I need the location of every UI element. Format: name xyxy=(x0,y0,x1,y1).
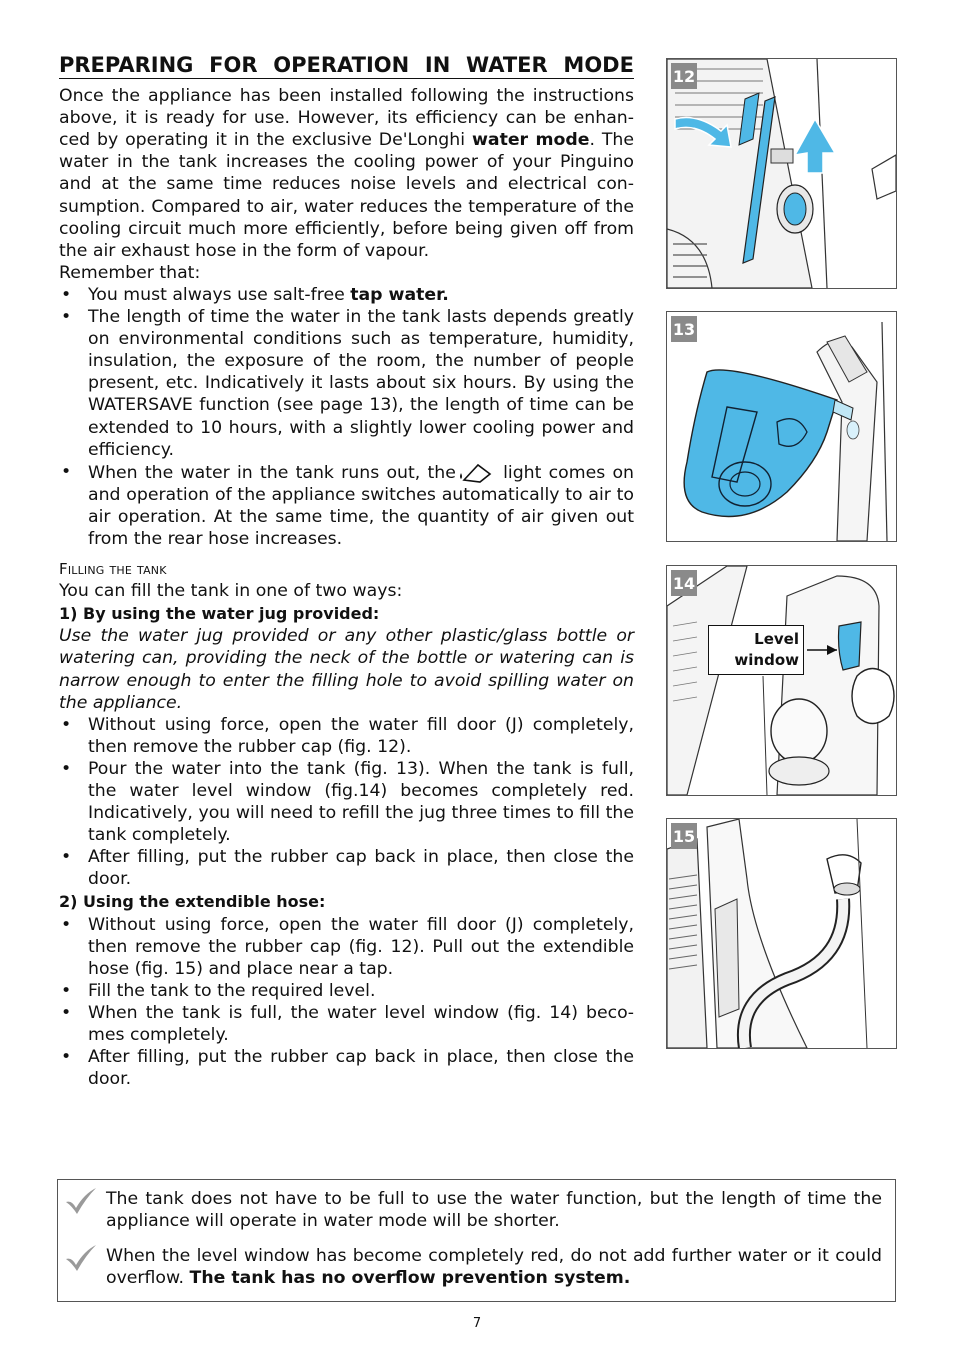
list-item: • After filling, put the rubber cap back in place, then close the door. xyxy=(59,1046,634,1090)
method-1-bullets xyxy=(59,714,634,891)
list-item: • After filling, put the rubber cap back in place, then close the door. xyxy=(59,846,634,890)
remember-line: Remember that: xyxy=(59,262,201,283)
level-window-illustration xyxy=(667,566,896,795)
title-word: MODE xyxy=(563,53,634,77)
list-item: • When the tank is full, the water level window (fig. 14) becomes completely. xyxy=(59,1002,634,1046)
title-word: IN xyxy=(424,53,451,77)
list-item: • When the water in the tank runs out, the light comes on and operation of the appliance switches automatically to air to air operation. At the same time, the quantity of air given out from the rear hose increases. xyxy=(59,461,634,550)
filling-intro: You can fill the tank in one of two ways: xyxy=(59,581,403,602)
method-2-bullets xyxy=(59,914,634,1091)
water-mode-term: water mode xyxy=(471,130,590,151)
page-title xyxy=(59,54,634,79)
figure-number: 12 xyxy=(671,63,697,89)
notes-box xyxy=(57,1179,896,1302)
list-item: • The length of time the water in the tank lasts depends greatly on environmental conditions such as temperature, humidity, insulation, the exposure of the room, the number of people present, etc. Indicatively it lasts about six hours. By using the WATERSAVE function (see page 13), the length of time can be extended to 10 hours, with a slightly lower cooling power and efficiency. xyxy=(59,306,634,461)
callout-line: Level xyxy=(754,630,799,648)
figure-number: 13 xyxy=(671,316,697,342)
filling-heading: Filling the tank xyxy=(59,560,167,579)
figure-12 xyxy=(666,58,897,289)
water-jug-illustration xyxy=(667,312,896,541)
figure-14 xyxy=(666,565,897,796)
callout-line: window xyxy=(734,651,799,669)
method-1-note: Use the water jug provided or any other plastic/glass bottle or watering can, providing the neck of the bottle or watering can is narrow enough to enter the filling hole to avoid spilling water on the appliance. xyxy=(59,626,634,713)
figure-number: 14 xyxy=(671,570,697,596)
method-1-heading: 1) By using the water jug provided: xyxy=(59,604,380,624)
tank-empty-icon xyxy=(456,461,496,483)
fill-door-illustration xyxy=(667,59,896,288)
note-1: The tank does not have to be full to use the water function, but the length of time the appliance will operate in water mode will be shorter. xyxy=(106,1189,882,1232)
list-item: • Pour the water into the tank (fig. 13). When the tank is full, the water level window (fig.14) becomes completely red. Indicatively, you will need to refill the jug three times to fill the tank completely. xyxy=(59,758,634,846)
main-bullets xyxy=(59,284,634,550)
list-item: • Without using force, open the water fill door (J) completely, then remove the rubber cap (fig. 12). xyxy=(59,714,634,758)
note-2: When the level window has become completely red, do not add further water or it could overflow. The tank has no overflow prevention system. xyxy=(106,1246,882,1289)
list-item: • Without using force, open the water fill door (J) completely, then remove the rubber cap (fig. 12). Pull out the extendible hose (fig. 15) and place near a tap. xyxy=(59,914,634,980)
list-item: • Fill the tank to the required level. xyxy=(59,980,634,1002)
figure-13 xyxy=(666,311,897,542)
title-word: OPERATION xyxy=(273,53,410,77)
intro-paragraph: Once the appliance has been installed following the instructions above, it is ready for use. However, its efficiency can be enhanced by operating it in the exclusive De'Longhi water mode. The water in the tank increases the cooling power of your Pinguino and at the same time reduces noise levels and electrical consumption. Compared to air, water reduces the temperature of the cooling circuit much more efficiently, before being given off from the air exhaust hose in the form of vapour. xyxy=(59,86,634,261)
page-number: 7 xyxy=(472,1316,482,1331)
list-item: • You must always use salt-free tap water. xyxy=(59,284,634,306)
check-icon xyxy=(64,1243,98,1273)
method-2-heading: 2) Using the extendible hose: xyxy=(59,892,326,912)
title-word: WATER xyxy=(466,53,548,77)
title-word: PREPARING xyxy=(59,53,194,77)
main-column xyxy=(59,54,634,1090)
figure-number: 15 xyxy=(671,823,697,849)
extendible-hose-illustration xyxy=(667,819,896,1048)
check-icon xyxy=(64,1186,98,1216)
figure-15 xyxy=(666,818,897,1049)
level-window-callout xyxy=(708,625,804,675)
title-word: FOR xyxy=(209,53,258,77)
overflow-warning: The tank has no overflow prevention system. xyxy=(189,1268,631,1289)
